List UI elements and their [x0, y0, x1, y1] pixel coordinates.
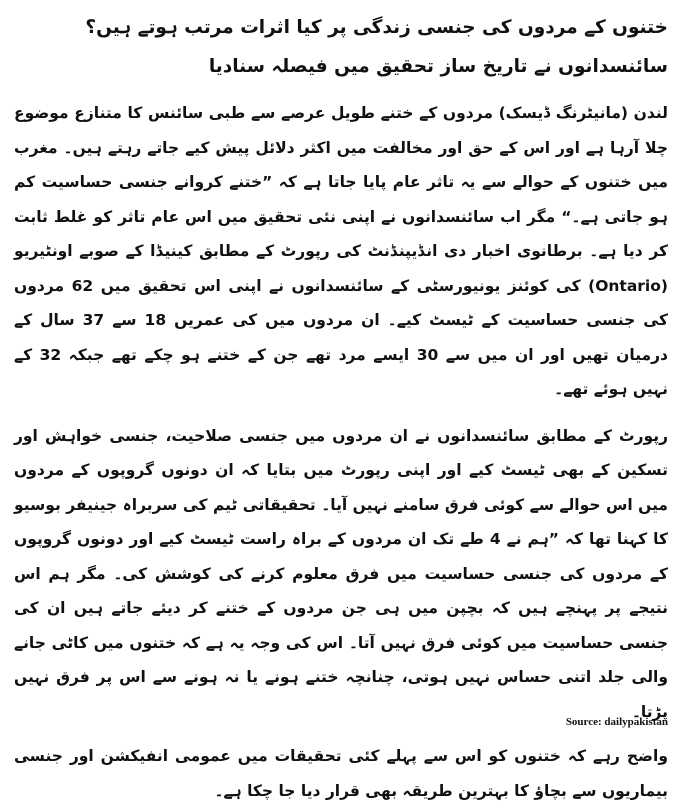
article-paragraph-3: واضح رہے کہ ختنوں کو اس سے پہلے کئی تحقیقات میں عمومی انفیکشن اور جنسی بیماریوں سے بچاؤ کا بہترین طریقہ بھی قرار دیا جا چکا ہے۔: [14, 747, 668, 800]
article-paragraph-1: لندن (مانیٹرنگ ڈیسک) مردوں کے ختنے طویل عرصے سے طبی سائنس کا متنازع موضوع چلا آرہا ہے اور اس کے حق اور مخالفت میں اکثر دلائل پیش کیے جاتے رہتے ہیں۔ مغرب میں ختنوں کے حوالے سے یہ تاثر عام پایا جاتا ہے کہ ”ختنے کروانے جنسی حساسیت کم ہو جاتی ہے۔“ مگر اب سائنسدانوں نے اپنی نئی تحقیق میں اس عام تاثر کو غلط ثابت کر دیا ہے۔ برطانوی اخبار دی انڈیپنڈنٹ کی رپورٹ کے مطابق کینیڈا کے صوبے اونٹیریو (Ontario) کی کوئنز یونیورسٹی کے سائنسدانوں نے اپنی اس تحقیق میں 62 مردوں کی جنسی حساسیت کے ٹیسٹ کیے۔ ان مردوں میں کی عمریں 18 سے 37 سال کے درمیان تھیں اور ان میں سے 30 ایسے مرد تھے جن کے ختنے ہو چکے تھے جبکہ 32 کے نہیں ہوئے تھے۔: [14, 104, 669, 398]
article-source: Source: dailypakistan: [565, 716, 668, 728]
article-headline: ختنوں کے مردوں کی جنسی زندگی پر کیا اثرات مرتب ہوتے ہیں؟ سائنسدانوں نے تاریخ ساز تحقیق میں فیصلہ سنادیا: [85, 17, 668, 77]
article-paragraph-2: رپورٹ کے مطابق سائنسدانوں نے ان مردوں میں جنسی صلاحیت، جنسی خواہش اور تسکین کے بھی ٹیسٹ کیے اور اپنی رپورٹ میں بتایا کہ ان دونوں گروپوں کے مردوں میں اس حوالے سے کوئی فرق سامنے نہیں آیا۔ تحقیقاتی ٹیم کی سربراہ جینیفر بوسیو کا کہنا تھا کہ ”ہم نے 4 طے تک ان مردوں کے براہ راست ٹیسٹ کیے اور دونوں گروپوں کے مردوں کی جنسی حساسیت میں فرق معلوم کرنے کی کوشش کی۔ مگر ہم اس نتیجے پر پہنچے ہیں کہ بچپن میں ہی جن مردوں کے ختنے کر دیئے جاتے ہیں ان کی جنسی حساسیت میں کوئی فرق نہیں آتا۔ اس کی وجہ یہ ہے کہ ختنوں میں کاٹی جانے والی جلد اتنی حساس نہیں ہوتی، چنانچہ ختنے ہونے یا نہ ہونے سے اس پر فرق نہیں پڑتا۔: [14, 426, 669, 721]
